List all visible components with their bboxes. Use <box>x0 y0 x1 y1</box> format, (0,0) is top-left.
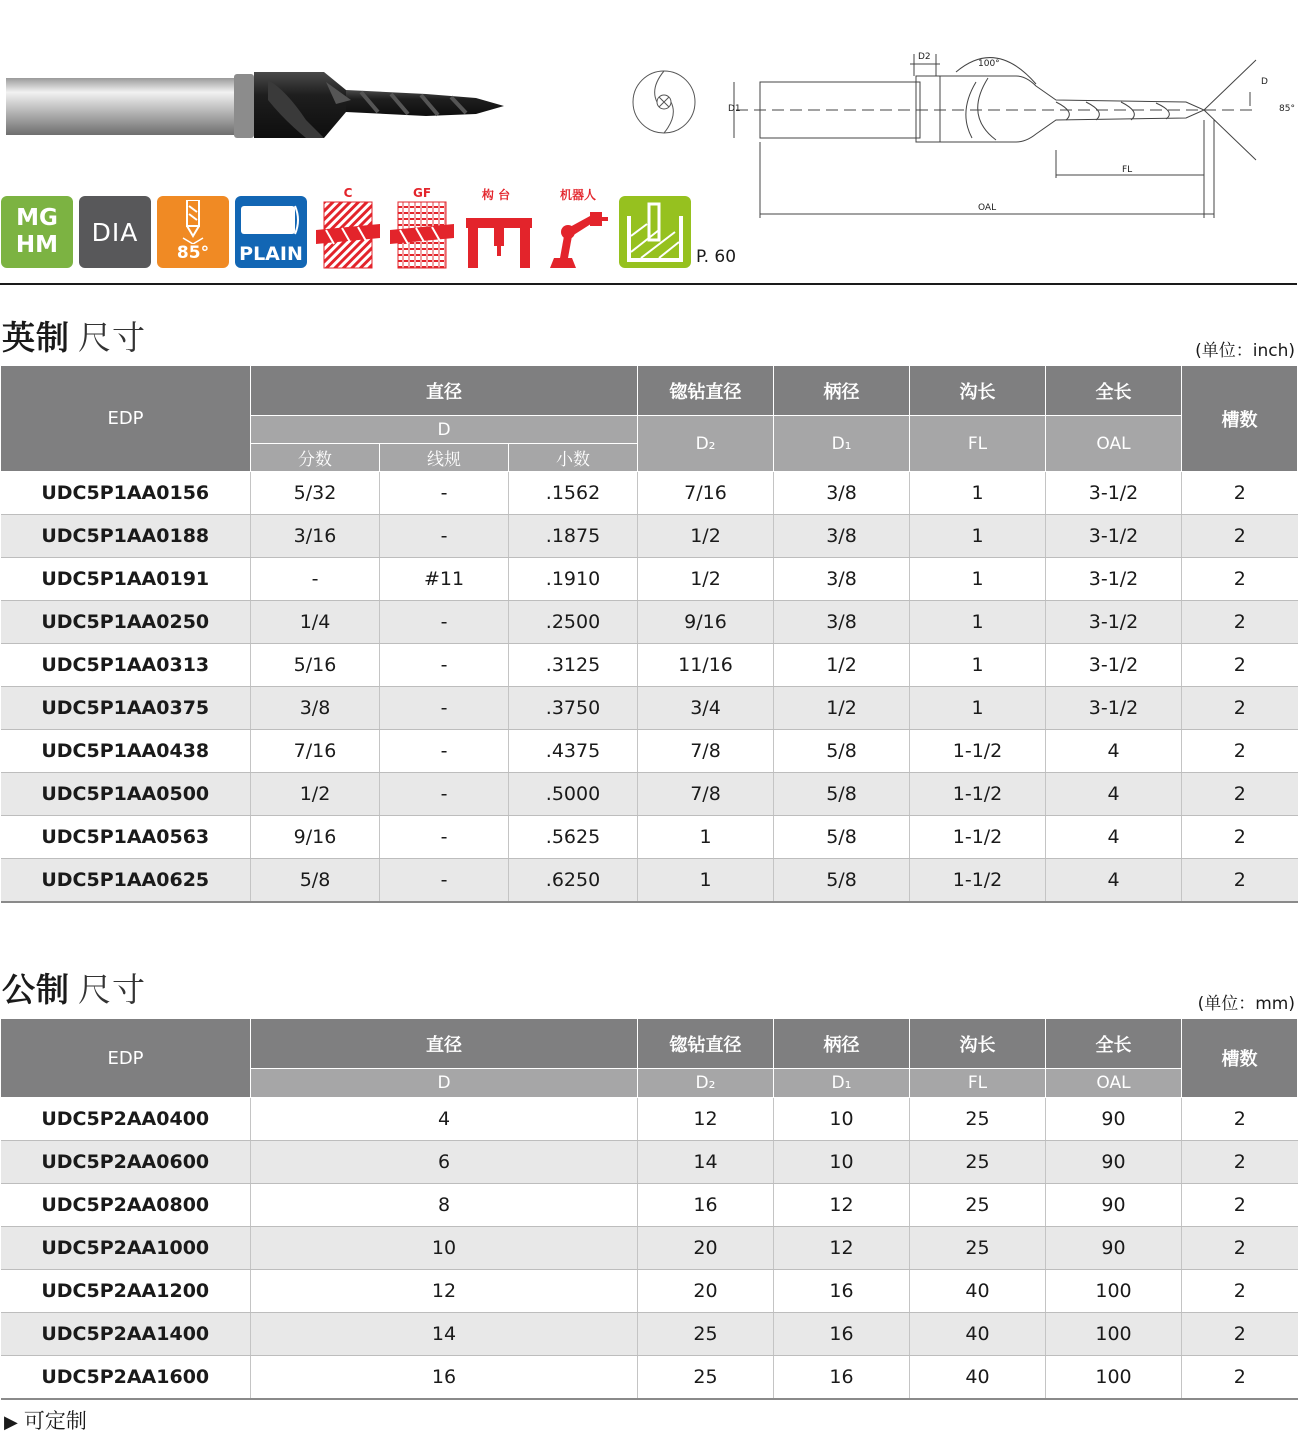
table-cell: 8 <box>251 1184 638 1227</box>
table-cell: 7/8 <box>638 773 774 816</box>
header-countersink: 锪钻直径 <box>638 1019 774 1069</box>
table-cell: .5625 <box>509 816 638 859</box>
header-diameter-symbol: D <box>251 416 638 444</box>
table-cell: 3/8 <box>774 558 910 601</box>
header-overall-symbol: OAL <box>1046 416 1182 472</box>
table-cell: 20 <box>638 1270 774 1313</box>
header-diameter-symbol: D <box>251 1069 638 1098</box>
table-cell: 2 <box>1182 1313 1298 1356</box>
imperial-size-table <box>0 365 1298 903</box>
table-cell: 25 <box>638 1356 774 1399</box>
table-row <box>1 1098 1298 1141</box>
table-cell: 1 <box>910 644 1046 687</box>
table-cell: 1/2 <box>774 644 910 687</box>
table-row <box>1 1313 1298 1356</box>
table-cell: .5000 <box>509 773 638 816</box>
table-cell: 2 <box>1182 601 1298 644</box>
edp-code-cell: UDC5P1AA0500 <box>1 773 251 816</box>
drawing-label-d: D <box>1261 77 1268 87</box>
coating-dia-badge <box>79 196 151 268</box>
table-cell: 5/8 <box>774 816 910 859</box>
table-cell: 3/8 <box>774 472 910 515</box>
section-divider <box>0 283 1297 285</box>
table-cell: 100 <box>1046 1313 1182 1356</box>
drawing-label-d2: D2 <box>918 52 931 62</box>
table-cell: 2 <box>1182 730 1298 773</box>
table-cell: 2 <box>1182 1098 1298 1141</box>
material-gf-label: GF <box>412 186 432 200</box>
header-fraction: 分数 <box>251 444 380 472</box>
table-cell: 90 <box>1046 1141 1182 1184</box>
table-cell: 1 <box>910 472 1046 515</box>
table-cell: 3/4 <box>638 687 774 730</box>
table-cell: 25 <box>910 1141 1046 1184</box>
table-cell: 1/2 <box>638 515 774 558</box>
table-cell: #11 <box>380 558 509 601</box>
table-cell: 100 <box>1046 1356 1182 1399</box>
table-cell: .3750 <box>509 687 638 730</box>
table-cell: 4 <box>1046 773 1182 816</box>
edp-code-cell: UDC5P1AA0625 <box>1 859 251 902</box>
edp-code-cell: UDC5P2AA0600 <box>1 1141 251 1184</box>
edp-code-cell: UDC5P1AA0191 <box>1 558 251 601</box>
table-row <box>1 644 1298 687</box>
table-cell: 1 <box>638 859 774 902</box>
triangle-right-icon: ▶ <box>4 1412 18 1433</box>
table-cell: 5/8 <box>774 859 910 902</box>
table-cell: - <box>380 816 509 859</box>
table-cell: 5/8 <box>774 773 910 816</box>
header-edp: EDP <box>1 1019 251 1098</box>
table-cell: - <box>380 601 509 644</box>
header-flute-length: 沟长 <box>910 366 1046 416</box>
table-row <box>1 515 1298 558</box>
table-cell: 1-1/2 <box>910 730 1046 773</box>
material-c-label: C <box>343 186 353 200</box>
header-decimal: 小数 <box>509 444 638 472</box>
gantry-machine-icon <box>464 186 528 270</box>
edp-code-cell: UDC5P2AA1000 <box>1 1227 251 1270</box>
table-cell: 1 <box>910 558 1046 601</box>
table-cell: 2 <box>1182 859 1298 902</box>
table-cell: 2 <box>1182 687 1298 730</box>
table-row <box>1 472 1298 515</box>
table-row <box>1 1141 1298 1184</box>
table-cell: 4 <box>1046 816 1182 859</box>
edp-code-cell: UDC5P1AA0563 <box>1 816 251 859</box>
table-cell: 25 <box>638 1313 774 1356</box>
table-cell: 3-1/2 <box>1046 644 1182 687</box>
table-cell: 2 <box>1182 1184 1298 1227</box>
table-cell: 10 <box>251 1227 638 1270</box>
imperial-section-title <box>2 312 146 359</box>
table-cell: 90 <box>1046 1227 1182 1270</box>
table-cell: 5/16 <box>251 644 380 687</box>
table-cell: 2 <box>1182 1270 1298 1313</box>
imperial-title-bold: 英制 <box>2 318 70 357</box>
table-cell: 25 <box>910 1098 1046 1141</box>
edp-code-cell: UDC5P1AA0313 <box>1 644 251 687</box>
table-cell: 16 <box>774 1270 910 1313</box>
customizable-note <box>4 1405 87 1433</box>
header-overall-length: 全长 <box>1046 1019 1182 1069</box>
drawing-label-d1: D1 <box>728 104 741 114</box>
technical-drawing <box>726 42 1298 220</box>
table-cell: 3-1/2 <box>1046 601 1182 644</box>
header-flutes-count: 槽数 <box>1182 366 1298 472</box>
table-cell: .6250 <box>509 859 638 902</box>
badge-mg-line1: MG <box>16 205 58 231</box>
edp-code-cell: UDC5P2AA1200 <box>1 1270 251 1313</box>
table-cell: 12 <box>774 1184 910 1227</box>
table-cell: 2 <box>1182 1356 1298 1399</box>
table-cell: 4 <box>1046 859 1182 902</box>
table-cell: - <box>380 472 509 515</box>
table-cell: 1 <box>910 687 1046 730</box>
header-diameter: 直径 <box>251 366 638 416</box>
drawing-label-fl: FL <box>1122 165 1133 175</box>
table-cell: 10 <box>774 1141 910 1184</box>
drill-workpiece-icon <box>619 196 691 268</box>
table-row <box>1 687 1298 730</box>
imperial-unit-label: (单位：inch) <box>1195 341 1295 361</box>
dry-machining-icon <box>619 196 691 268</box>
table-cell: 1/2 <box>251 773 380 816</box>
table-cell: 100 <box>1046 1270 1182 1313</box>
edp-code-cell: UDC5P1AA0438 <box>1 730 251 773</box>
plain-shank-badge <box>235 196 307 268</box>
table-cell: - <box>380 773 509 816</box>
table-cell: 2 <box>1182 1141 1298 1184</box>
robot-machine-icon <box>546 186 610 270</box>
table-cell: 1/2 <box>774 687 910 730</box>
table-cell: 4 <box>1046 730 1182 773</box>
table-cell: 2 <box>1182 816 1298 859</box>
edp-code-cell: UDC5P2AA1600 <box>1 1356 251 1399</box>
table-cell: - <box>380 730 509 773</box>
header-overall-symbol: OAL <box>1046 1069 1182 1098</box>
header-gauge: 线规 <box>380 444 509 472</box>
table-cell: 12 <box>638 1098 774 1141</box>
table-cell: 14 <box>251 1313 638 1356</box>
header-flute-length: 沟长 <box>910 1019 1046 1069</box>
header-diameter: 直径 <box>251 1019 638 1069</box>
drawing-label-oal: OAL <box>978 203 997 213</box>
table-cell: 25 <box>910 1227 1046 1270</box>
table-cell: 40 <box>910 1270 1046 1313</box>
table-cell: - <box>380 859 509 902</box>
table-cell: 40 <box>910 1313 1046 1356</box>
table-cell: 3-1/2 <box>1046 558 1182 601</box>
table-cell: 1-1/2 <box>910 859 1046 902</box>
imperial-title-light: 尺寸 <box>78 318 146 357</box>
table-cell: 1-1/2 <box>910 816 1046 859</box>
table-cell: 5/8 <box>774 730 910 773</box>
page-reference: P. 60 <box>696 247 737 267</box>
drill-photo <box>6 60 506 142</box>
table-cell: 6 <box>251 1141 638 1184</box>
header-edp: EDP <box>1 366 251 472</box>
table-row <box>1 601 1298 644</box>
table-cell: 2 <box>1182 472 1298 515</box>
table-cell: 16 <box>638 1184 774 1227</box>
header-flutes-count: 槽数 <box>1182 1019 1298 1098</box>
table-row <box>1 859 1298 902</box>
table-cell: 2 <box>1182 515 1298 558</box>
table-cell: 11/16 <box>638 644 774 687</box>
table-cell: 16 <box>251 1356 638 1399</box>
table-row <box>1 816 1298 859</box>
edp-code-cell: UDC5P2AA0800 <box>1 1184 251 1227</box>
table-row <box>1 1356 1298 1399</box>
table-cell: 14 <box>638 1141 774 1184</box>
header-shank: 柄径 <box>774 366 910 416</box>
table-cell: .1562 <box>509 472 638 515</box>
table-row <box>1 730 1298 773</box>
table-cell: 1/4 <box>251 601 380 644</box>
table-cell: - <box>380 515 509 558</box>
table-cell: 5/32 <box>251 472 380 515</box>
table-cell: 3/8 <box>774 601 910 644</box>
edp-code-cell: UDC5P2AA1400 <box>1 1313 251 1356</box>
table-cell: 2 <box>1182 773 1298 816</box>
table-row <box>1 1184 1298 1227</box>
table-cell: 20 <box>638 1227 774 1270</box>
metric-title-bold: 公制 <box>2 970 70 1009</box>
table-row <box>1 558 1298 601</box>
table-cell: - <box>380 644 509 687</box>
table-cell: 12 <box>774 1227 910 1270</box>
table-cell: 5/8 <box>251 859 380 902</box>
table-cell: 9/16 <box>251 816 380 859</box>
table-cell: 3-1/2 <box>1046 472 1182 515</box>
badge-plain-label: PLAIN <box>239 243 303 265</box>
table-cell: 1 <box>910 515 1046 558</box>
table-cell: - <box>380 687 509 730</box>
table-cell: .1875 <box>509 515 638 558</box>
badge-angle-label: 85° <box>176 243 210 263</box>
product-header <box>0 0 1300 284</box>
header-shank-symbol: D₁ <box>774 1069 910 1098</box>
header-countersink-symbol: D₂ <box>638 416 774 472</box>
edp-code-cell: UDC5P1AA0188 <box>1 515 251 558</box>
table-cell: 90 <box>1046 1098 1182 1141</box>
metric-section-title <box>2 964 146 1011</box>
point-angle-badge <box>157 196 229 268</box>
header-countersink: 锪钻直径 <box>638 366 774 416</box>
header-shank-symbol: D₁ <box>774 416 910 472</box>
edp-code-cell: UDC5P1AA0250 <box>1 601 251 644</box>
header-flute-symbol: FL <box>910 416 1046 472</box>
table-cell: 7/16 <box>638 472 774 515</box>
table-cell: 3-1/2 <box>1046 687 1182 730</box>
table-cell: 1-1/2 <box>910 773 1046 816</box>
table-cell: - <box>251 558 380 601</box>
metric-size-table <box>0 1018 1298 1400</box>
metric-title-light: 尺寸 <box>78 970 146 1009</box>
table-row <box>1 1270 1298 1313</box>
material-mg-hm-badge <box>1 196 73 268</box>
table-cell: 2 <box>1182 558 1298 601</box>
header-shank: 柄径 <box>774 1019 910 1069</box>
drill-tip-icon <box>173 200 213 244</box>
material-gf-icon <box>390 186 454 270</box>
badge-dia-label: DIA <box>91 217 139 247</box>
drawing-label-angle-85: 85° <box>1279 104 1295 114</box>
header-countersink-symbol: D₂ <box>638 1069 774 1098</box>
badge-mg-line2: HM <box>15 232 59 258</box>
table-cell: 3/16 <box>251 515 380 558</box>
table-cell: 2 <box>1182 1227 1298 1270</box>
table-row <box>1 773 1298 816</box>
gantry-label: 构 台 <box>481 188 511 202</box>
table-cell: 25 <box>910 1184 1046 1227</box>
table-cell: 12 <box>251 1270 638 1313</box>
table-cell: .1910 <box>509 558 638 601</box>
table-cell: 3/8 <box>774 515 910 558</box>
table-cell: 40 <box>910 1356 1046 1399</box>
table-cell: 1/2 <box>638 558 774 601</box>
table-cell: .2500 <box>509 601 638 644</box>
table-cell: 90 <box>1046 1184 1182 1227</box>
table-cell: 9/16 <box>638 601 774 644</box>
table-cell: 16 <box>774 1356 910 1399</box>
robot-label: 机器人 <box>559 188 596 202</box>
table-cell: .3125 <box>509 644 638 687</box>
edp-code-cell: UDC5P2AA0400 <box>1 1098 251 1141</box>
end-view-drawing <box>630 68 698 136</box>
table-cell: .4375 <box>509 730 638 773</box>
table-row <box>1 1227 1298 1270</box>
edp-code-cell: UDC5P1AA0375 <box>1 687 251 730</box>
table-cell: 2 <box>1182 644 1298 687</box>
material-c-icon <box>316 186 380 270</box>
header-overall-length: 全长 <box>1046 366 1182 416</box>
table-cell: 10 <box>774 1098 910 1141</box>
plain-shank-icon <box>240 204 302 238</box>
table-cell: 1 <box>910 601 1046 644</box>
metric-unit-label: (单位：mm) <box>1197 994 1295 1014</box>
table-cell: 3/8 <box>251 687 380 730</box>
table-cell: 1 <box>638 816 774 859</box>
header-flute-symbol: FL <box>910 1069 1046 1098</box>
table-cell: 7/8 <box>638 730 774 773</box>
drawing-label-angle-100: 100° <box>978 59 1000 69</box>
table-cell: 16 <box>774 1313 910 1356</box>
customizable-note-text: 可定制 <box>23 1409 87 1433</box>
edp-code-cell: UDC5P1AA0156 <box>1 472 251 515</box>
table-cell: 4 <box>251 1098 638 1141</box>
table-cell: 7/16 <box>251 730 380 773</box>
table-cell: 3-1/2 <box>1046 515 1182 558</box>
